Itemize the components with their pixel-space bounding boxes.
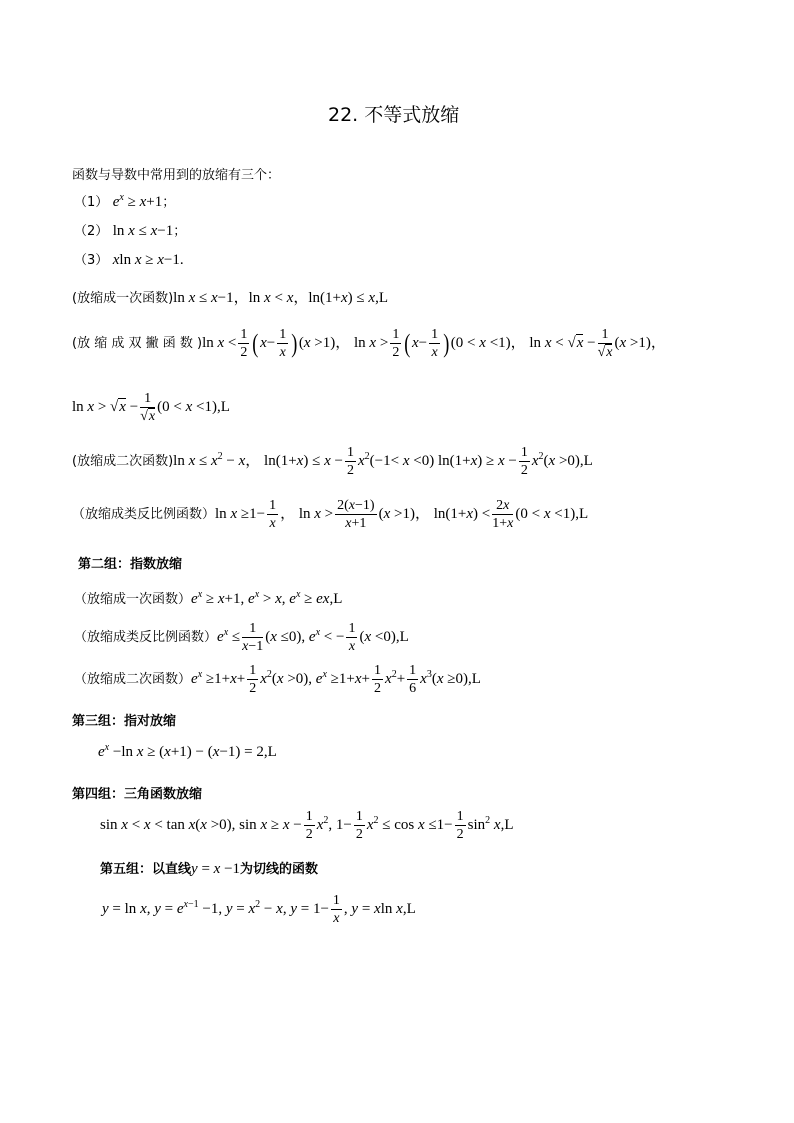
g1-hook-expr-cont: ln x > √x − $\frac{1}{√x}$ (0 < x <1),L: [72, 391, 230, 424]
g1-recip-expr: ln x ≥1− $\frac{1}{x}$ ， ln x > $\frac{2(x-1)}{x+1}$ (x >1)， ln(1+x) < $\frac{2x}{1+x}$ (0 < x <1),L: [215, 498, 589, 531]
g5-heading-eq: y = x −1: [191, 861, 241, 877]
g4-heading: 第四组：三角函数放缩: [72, 787, 203, 802]
basic-item-3: [74, 249, 184, 269]
g2-heading: 第二组：指数放缩: [78, 557, 183, 572]
g2-quad-label: （放缩成二次函数）: [74, 671, 192, 687]
g2-linear-expr: $e^x \ge x+1$, $e^x > x$, $e^x \ge ex,L$: [191, 589, 343, 607]
g1-hook-expr: ln x < $\frac{1}{2}$ (x− $\frac{1}{x}$ )(x >1)， ln x > $\frac{1}{2}$ (x− $\frac{1}{x}$ )(0 < x <1)， ln x < √x − $\frac{1}{√x}$ (x >1)，: [202, 327, 666, 360]
basic-expr-1: $e^x \ge x+1$；: [112, 192, 176, 210]
intro-text: 函数与导数中常用到的放缩有三个：: [72, 168, 281, 183]
g5-expr-line: [102, 892, 416, 927]
g2-recip-line: [74, 620, 409, 655]
g4-expr: sin x < x < tan x(x >0), sin x ≥ x − $\frac{1}{2}$ $x^2$, 1− $\frac{1}{2}$ $x^2 \le \cos x \le 1-$ $\frac{1}{2}$ $\sin^2 x,L$: [100, 809, 514, 842]
basic-label-3: （3）: [74, 253, 109, 268]
g5-heading: [100, 858, 318, 878]
g1-linear-label: (放缩成一次函数): [72, 291, 174, 306]
g1-hook-line-cont: [72, 390, 230, 425]
g1-quad-label: (放缩成二次函数): [72, 453, 174, 469]
g2-linear-label: （放缩成一次函数）: [74, 592, 192, 607]
basic-expr-2: ln x ≤ x−1；: [112, 223, 187, 239]
g1-recip-line: [72, 497, 588, 532]
g3-heading: 第三组：指对放缩: [72, 714, 177, 729]
g2-quad-expr: $e^x \ge 1+x+$ $\frac{1}{2}$ $x^2(x >0)$, $e^x \ge 1+x+$ $\frac{1}{2}$ $x^2+$ $\frac{1}{6}$ $x^3(x \ge 0),L$: [191, 663, 481, 696]
g1-recip-label: （放缩成类反比例函数）: [72, 506, 216, 522]
basic-expr-3: xln x ≥ x−1.: [112, 252, 184, 268]
g1-quad-line: [72, 444, 593, 479]
page-title: 22. 不等式放缩: [328, 104, 460, 126]
g5-expr: y = ln x, $y = e^{x-1} -1$, $y = x^2 - x$, y = 1− $\frac{1}{x}$ , y = xln x,L: [102, 893, 416, 926]
g2-linear-line: [74, 588, 342, 608]
basic-label-2: （2）: [74, 224, 109, 239]
g1-quad-expr: $\ln x \le x^2 - x$， ln(1+x) ≤ x − $\frac{1}{2}$ $x^2(-1< x <0) \ln(1+x) \ge x$ − $\frac{1}{2}$ $x^2(x >0),L$: [173, 445, 593, 478]
basic-label-1: （1）: [74, 195, 109, 210]
g3-expr-line: [98, 742, 277, 761]
g4-expr-line: [100, 808, 514, 843]
g5-heading-post: 为切线的函数: [240, 862, 319, 877]
g2-quad-line: [74, 662, 481, 697]
g1-linear-line: [72, 286, 388, 307]
g3-expr: $e^x -\ln$ x ≥ (x+1) − (x−1) = 2,L: [98, 742, 277, 760]
g1-hook-line: [72, 326, 666, 361]
g2-recip-expr: $e^x$ ≤ $\frac{1}{x-1}$ (x ≤0), $e^x$ < − $\frac{1}{x}$ (x <0),L: [217, 621, 409, 654]
g2-recip-label: （放缩成类反比例函数）: [74, 629, 218, 645]
g5-heading-pre: 第五组：以直线: [100, 862, 192, 877]
g1-linear-expr: ln x ≤ x−1，ln x < x，ln(1+x) ≤ x,L: [173, 290, 388, 306]
basic-item-1: [74, 191, 175, 211]
basic-item-2: [74, 220, 186, 240]
g1-hook-label: (放 缩 成 双 撇 函 数 ): [72, 335, 203, 351]
